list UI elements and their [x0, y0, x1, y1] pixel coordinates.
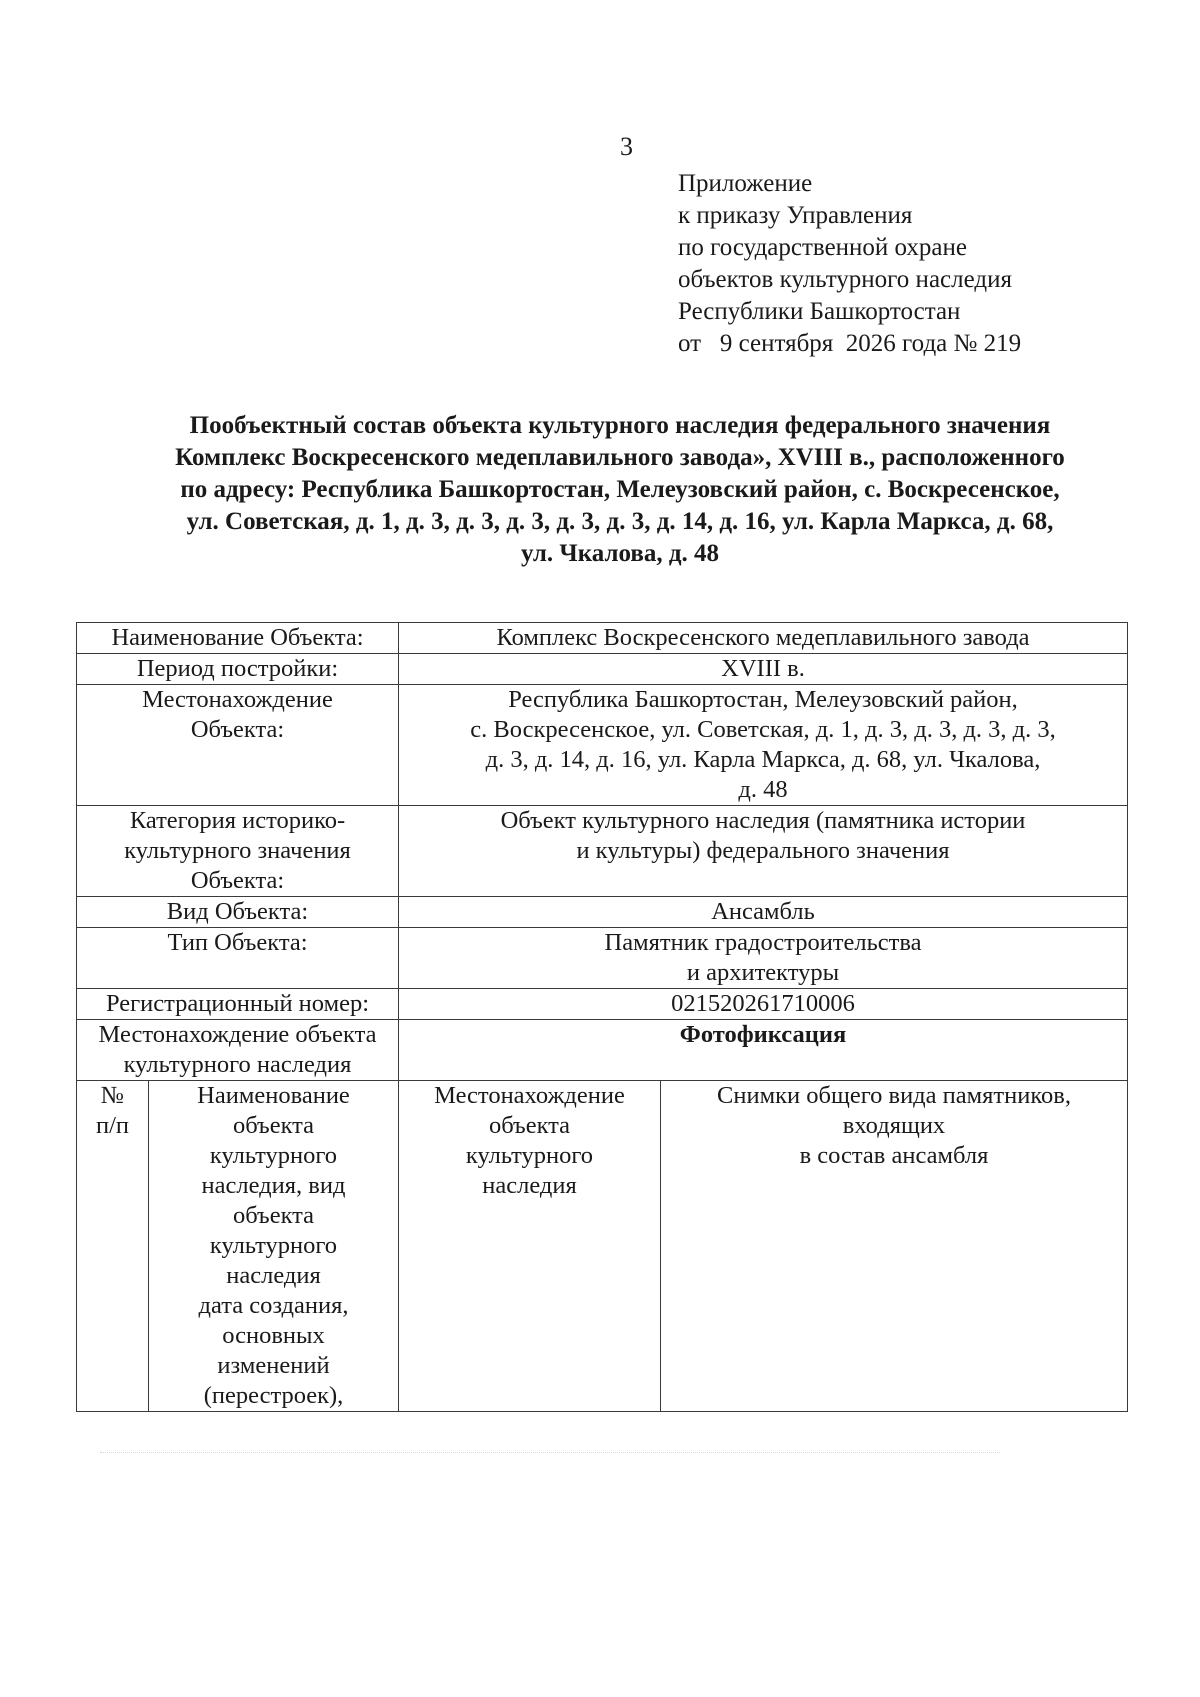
header-line: наследия [482, 1172, 577, 1199]
table-row [77, 654, 1128, 685]
title-line: ул. Советская, д. 1, д. 3, д. 3, д. 3, д. 3, д. 3, д. 14, д. 16, ул. Карла Маркса, д. 68, [186, 508, 1054, 535]
appendix-date-line: от 9 сентября 2026 года № 219 [678, 330, 1022, 357]
row-value: и культуры) федерального значения [576, 837, 950, 864]
row-label-cell [77, 989, 399, 1020]
header-line: № [100, 1082, 125, 1109]
title-line: по адресу: Республика Башкортостан, Мелеузовский район, с. Воскресенское, [180, 476, 1060, 503]
appendix-line: Приложение [678, 170, 813, 197]
row-label: Тип Объекта: [167, 929, 308, 956]
header-line: культурного [209, 1232, 338, 1259]
row-label-cell [77, 928, 399, 989]
header-line: изменений [217, 1352, 330, 1379]
scan-artifact-divider [100, 1452, 1000, 1455]
table-row [77, 928, 1128, 989]
row-label: Период постройки: [136, 655, 339, 682]
appendix-line: к приказу Управления [678, 202, 913, 229]
number-column-header [77, 1081, 149, 1412]
header-line: (перестроек), [203, 1382, 344, 1409]
photo-fixation-heading: Фотофиксация [679, 1021, 847, 1048]
header-line: наследия [226, 1262, 321, 1289]
header-line: наследия, вид [201, 1172, 346, 1199]
header-line: входящих [842, 1112, 946, 1139]
header-line: культурного [209, 1142, 338, 1169]
row-value: Памятник градостроительства [604, 929, 922, 956]
header-line: Снимки общего вида памятников, [717, 1082, 1071, 1109]
row-label: Местонахождение [142, 686, 333, 713]
header-line: объекта [232, 1202, 315, 1229]
header-line: п/п [95, 1112, 130, 1139]
row-label: Объекта: [190, 867, 285, 894]
row-value-cell [399, 897, 1128, 928]
appendix-line: Республики Башкортостан [678, 298, 961, 325]
row-label-cell [77, 623, 399, 654]
row-value-cell [399, 654, 1128, 685]
title-line: Комплекс Воскресенского медеплавильного завода», XVIII в., расположенного [175, 444, 1065, 471]
header-line: основных [222, 1322, 325, 1349]
table-row [77, 685, 1128, 806]
table-row [77, 1020, 1128, 1081]
row-value-cell [399, 806, 1128, 897]
appendix-block [678, 168, 1021, 360]
sub-header-row [77, 1081, 1128, 1412]
row-value-cell [399, 685, 1128, 806]
row-value: с. Воскресенское, ул. Советская, д. 1, д. 3, д. 3, д. 3, д. 3, [470, 716, 1056, 743]
row-label: Категория историко- [129, 807, 346, 834]
header-line: Наименование [197, 1082, 350, 1109]
row-value: XVIII в. [721, 655, 805, 682]
row-value-cell [399, 928, 1128, 989]
page-number: 3 [620, 132, 633, 161]
name-column-header [149, 1081, 399, 1412]
row-value: Комплекс Воскресенского медеплавильного завода [496, 624, 1030, 651]
row-label: культурного значения [124, 837, 351, 864]
header-line: объекта [488, 1112, 571, 1139]
row-label-cell [77, 685, 399, 806]
appendix-line: объектов культурного наследия [678, 266, 1012, 293]
row-label: культурного наследия [123, 1051, 352, 1078]
row-value-cell [399, 1020, 1128, 1081]
row-label-cell [77, 806, 399, 897]
appendix-line: по государственной охране [678, 234, 968, 261]
registration-number: 021520261710006 [671, 990, 855, 1017]
row-value: д. 48 [738, 776, 788, 803]
row-value: Ансамбль [711, 898, 815, 925]
row-label: Местонахождение объекта [98, 1021, 377, 1048]
title-line: Пообъектный состав объекта культурного наследия федерального значения [189, 412, 1051, 439]
row-label: Объекта: [190, 716, 285, 743]
object-composition-table [76, 622, 1128, 1412]
table-row [77, 897, 1128, 928]
row-label: Вид Объекта: [166, 898, 309, 925]
location-column-header [399, 1081, 661, 1412]
table-row [77, 623, 1128, 654]
header-line: Местонахождение [434, 1082, 625, 1109]
row-label: Регистрационный номер: [105, 990, 370, 1017]
title-line: ул. Чкалова, д. 48 [520, 540, 720, 567]
header-line: объекта [232, 1112, 315, 1139]
document-title [120, 410, 1120, 570]
row-value-cell [399, 623, 1128, 654]
photos-column-header [661, 1081, 1128, 1412]
row-label-cell [77, 654, 399, 685]
row-value-cell [399, 989, 1128, 1020]
header-line: дата создания, [198, 1292, 349, 1319]
header-line: в состав ансамбля [799, 1142, 989, 1169]
row-value: Объект культурного наследия (памятника истории [500, 807, 1026, 834]
header-line: культурного [465, 1142, 594, 1169]
row-label-cell [77, 897, 399, 928]
table-row [77, 806, 1128, 897]
row-value: и архитектуры [686, 959, 840, 986]
row-value: д. 3, д. 14, д. 16, ул. Карла Маркса, д. 68, ул. Чкалова, [485, 746, 1041, 773]
row-value: Республика Башкортостан, Мелеузовский район, [508, 686, 1018, 713]
table-row [77, 989, 1128, 1020]
row-label: Наименование Объекта: [111, 624, 364, 651]
row-label-cell [77, 1020, 399, 1081]
